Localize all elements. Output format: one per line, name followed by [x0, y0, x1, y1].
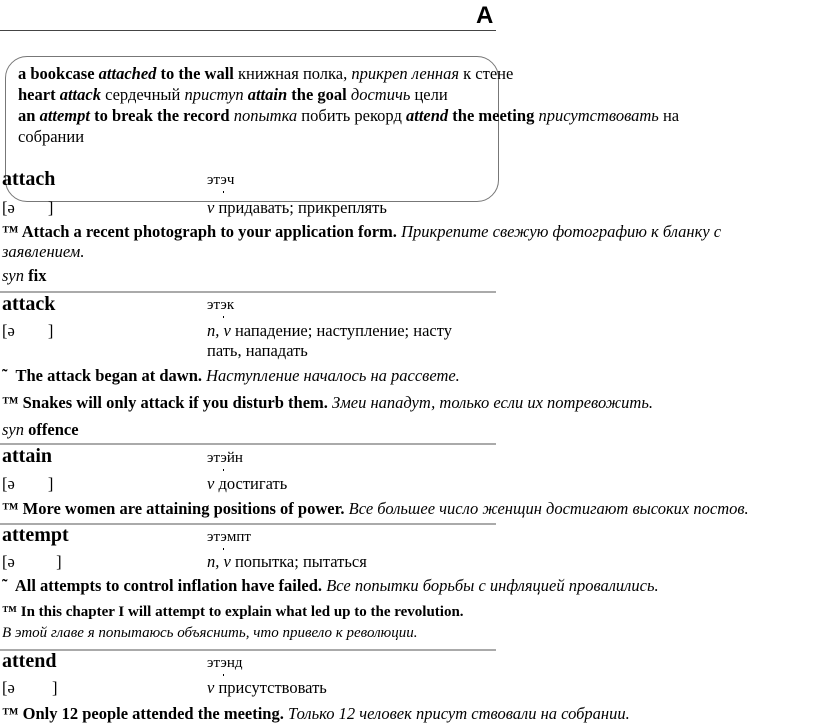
- text-segment: heart: [18, 85, 60, 104]
- entry-divider: [0, 649, 496, 651]
- text-segment: Attach a recent photograph to your application form.: [21, 222, 397, 241]
- definition-continued: пать, нападать: [207, 341, 308, 360]
- text-segment: достичь: [350, 85, 411, 104]
- text-segment: Snakes will only attack if you disturb them.: [22, 393, 328, 412]
- stressed-vowel: э: [220, 529, 227, 545]
- headword-attain: attain: [2, 445, 52, 467]
- text-segment: книжная полка,: [233, 64, 352, 83]
- text-segment: ™: [2, 393, 23, 412]
- text-segment: заявлением.: [2, 242, 85, 261]
- text-segment: присутствовать: [538, 106, 659, 125]
- example: [2, 222, 721, 242]
- example: [2, 393, 653, 413]
- text-segment: попытка: [233, 106, 298, 125]
- text-segment: a bookcase: [18, 64, 99, 83]
- pronunciation-part: эт: [207, 529, 221, 545]
- text-segment: сердечный: [100, 85, 185, 104]
- definition: [207, 321, 452, 341]
- text-segment: ™: [2, 499, 23, 518]
- text-segment: В этой главе я попытаюсь объяснить, что привело к революции.: [2, 625, 418, 641]
- transcription: [ə ]: [2, 474, 54, 493]
- pronunciation: [207, 655, 243, 672]
- collocation-line: [18, 64, 513, 84]
- text-segment: Only 12 people attended the meeting.: [22, 704, 284, 723]
- example: [2, 576, 659, 596]
- pronunciation-part: эт: [207, 450, 221, 466]
- text-segment: attend: [406, 106, 449, 125]
- text-segment: прикреп ленная: [351, 64, 460, 83]
- text-segment: the meeting: [448, 106, 535, 125]
- transcription: [ə ]: [2, 321, 54, 340]
- pronunciation-part: к: [226, 297, 235, 313]
- stressed-vowel: э: [220, 172, 227, 188]
- text-segment: ™: [2, 604, 21, 620]
- definition-text: придавать; прикреплять: [214, 198, 387, 217]
- headword-attach: attach: [2, 168, 56, 190]
- text-segment: Наступление началось на рассвете.: [202, 366, 460, 385]
- text-segment: an: [18, 106, 40, 125]
- text-segment: ™: [2, 704, 23, 723]
- transcription: [ə ]: [2, 198, 54, 217]
- part-of-speech: n, v: [207, 321, 231, 340]
- definition: [207, 198, 387, 218]
- pronunciation-part: мпт: [226, 529, 251, 545]
- example: [2, 366, 460, 386]
- text-segment: побить рекорд: [297, 106, 406, 125]
- definition: [207, 552, 367, 572]
- definition-text: попытка; пытаться: [230, 552, 367, 571]
- headword-attempt: attempt: [2, 524, 69, 546]
- example: [2, 499, 749, 519]
- text-segment: to break the record: [89, 106, 230, 125]
- pronunciation-part: эт: [207, 172, 221, 188]
- example: [2, 625, 417, 642]
- text-segment: на: [658, 106, 680, 125]
- text-segment: More women are attaining positions of power.: [22, 499, 345, 518]
- entry-divider: [0, 291, 496, 293]
- stressed-vowel: э: [220, 655, 227, 671]
- definition: [207, 474, 287, 494]
- text-segment: The attack began at dawn.: [15, 366, 203, 385]
- transcription: [ə ]: [2, 678, 58, 697]
- text-segment: attached: [98, 64, 157, 83]
- text-segment: цели: [410, 85, 448, 104]
- pronunciation-part: нд: [226, 655, 243, 671]
- text-segment: attack: [59, 85, 101, 104]
- text-segment: Прикрепите свежую фотографию к бланку с: [396, 222, 722, 241]
- text-segment: Все большее число женщин достигают высоких постов.: [344, 499, 749, 518]
- text-segment: the goal: [287, 85, 347, 104]
- text-segment: собрании: [18, 127, 85, 146]
- entry-divider: [0, 443, 496, 445]
- text-segment: attain: [247, 85, 288, 104]
- text-segment: All attempts to control inflation have failed.: [14, 576, 323, 595]
- example: [2, 242, 84, 262]
- collocation-line: [18, 106, 679, 126]
- text-segment: ™: [2, 222, 22, 241]
- synonym: [2, 266, 46, 286]
- pronunciation: [207, 529, 251, 546]
- text-segment: to the wall: [156, 64, 234, 83]
- definition-text: достигать: [214, 474, 288, 493]
- pronunciation: [207, 297, 234, 314]
- part-of-speech: v: [207, 678, 215, 697]
- text-segment: Змеи нападут, только если их потревожить.: [327, 393, 653, 412]
- headword-attack: attack: [2, 293, 56, 315]
- stressed-vowel: э: [220, 450, 227, 466]
- pronunciation: [207, 450, 243, 467]
- collocation-line: [18, 127, 84, 147]
- text-segment: fix: [24, 266, 47, 285]
- pronunciation-part: ч: [226, 172, 235, 188]
- part-of-speech: v: [207, 474, 215, 493]
- pronunciation: [207, 172, 234, 189]
- text-segment: attempt: [39, 106, 90, 125]
- text-segment: syn: [2, 420, 24, 439]
- section-letter: A: [476, 2, 494, 29]
- part-of-speech: n, v: [207, 552, 231, 571]
- text-segment: ˜: [2, 576, 15, 595]
- text-segment: ˜: [2, 366, 16, 385]
- text-segment: In this chapter I will attempt to explain what led up to the revolution.: [20, 604, 464, 620]
- text-segment: приступ: [184, 85, 244, 104]
- text-segment: Только 12 человек присут ствовали на собрании.: [283, 704, 630, 723]
- pronunciation-part: эт: [207, 297, 221, 313]
- transcription: [ə ]: [2, 552, 62, 571]
- text-segment: к стене: [459, 64, 514, 83]
- example: [2, 604, 464, 621]
- headword-attend: attend: [2, 650, 57, 672]
- entry-divider: [0, 523, 496, 525]
- text-segment: Все попытки борьбы с инфляцией провалились.: [322, 576, 659, 595]
- text-segment: syn: [2, 266, 24, 285]
- definition-text: нападение; наступление; насту: [230, 321, 452, 340]
- definition-text: присутствовать: [214, 678, 327, 697]
- example: [2, 704, 630, 724]
- stressed-vowel: э: [220, 297, 227, 313]
- text-segment: offence: [24, 420, 79, 439]
- pronunciation-part: эт: [207, 655, 221, 671]
- synonym: [2, 420, 79, 440]
- part-of-speech: v: [207, 198, 215, 217]
- collocation-line: [18, 85, 448, 105]
- header-rule: [0, 30, 496, 31]
- definition: [207, 678, 327, 698]
- pronunciation-part: йн: [226, 450, 243, 466]
